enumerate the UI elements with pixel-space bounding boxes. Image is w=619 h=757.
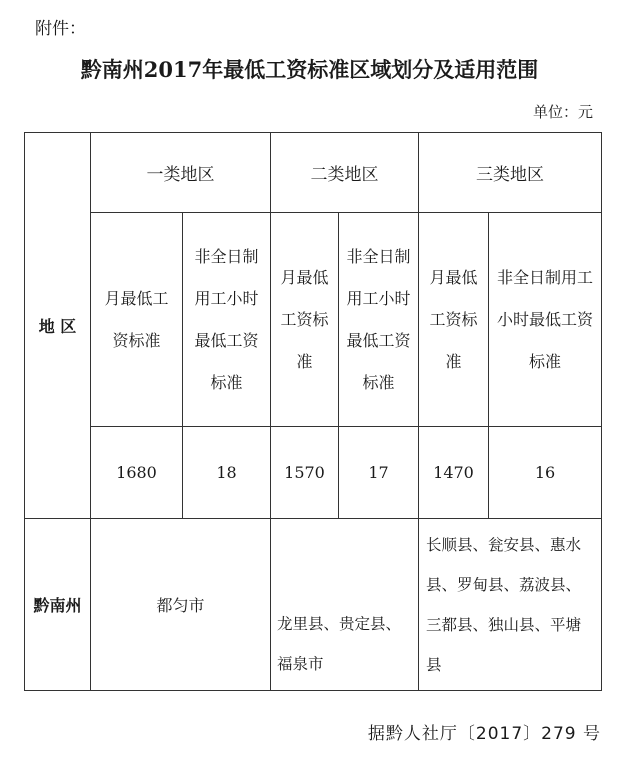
- areas-row: [25, 519, 602, 691]
- value-row: [25, 427, 602, 519]
- cat2-areas: 龙里县、贵定县、福泉市: [271, 519, 419, 691]
- prefecture-label: 黔南州: [33, 596, 82, 615]
- cat2-hourly-value: 17: [339, 427, 419, 519]
- category-1-header: 一类地区: [91, 133, 271, 213]
- cat2-monthly-header: 月最低工资标准: [271, 213, 339, 427]
- attachment-label: 附件：: [35, 19, 86, 39]
- category-header-row: [25, 133, 602, 213]
- cat2-monthly-value: 1570: [271, 427, 339, 519]
- unit-label: 单位：元: [532, 103, 593, 121]
- cat1-monthly-header: 月最低工资标准: [91, 213, 183, 427]
- cat1-hourly-value: 18: [183, 427, 271, 519]
- region-label: 地 区: [38, 317, 77, 336]
- cat2-hourly-header: 非全日制用工小时最低工资标准: [339, 213, 419, 427]
- region-header-cell: [25, 133, 91, 519]
- cat3-monthly-value: 1470: [419, 427, 489, 519]
- cat3-monthly-header: 月最低工资标准: [419, 213, 489, 427]
- category-2-header: 二类地区: [271, 133, 419, 213]
- cat1-monthly-value: 1680: [91, 427, 183, 519]
- subheader-row: [25, 213, 602, 427]
- cat3-hourly-header: 非全日制用工小时最低工资标准: [489, 213, 602, 427]
- cat1-areas: 都匀市: [91, 519, 271, 691]
- prefecture-cell: [25, 519, 91, 691]
- cat3-hourly-value: 16: [489, 427, 602, 519]
- cat3-areas: 长顺县、瓮安县、惠水县、罗甸县、荔波县、三都县、独山县、平塘县: [419, 519, 602, 691]
- cat1-hourly-header: 非全日制用工小时最低工资标准: [183, 213, 271, 427]
- document-title: 黔南州2017年最低工资标准区域划分及适用范围: [80, 57, 539, 82]
- wage-table: [24, 132, 602, 691]
- category-3-header: 三类地区: [419, 133, 602, 213]
- document-reference: 据黔人社厅〔2017〕279 号: [367, 724, 601, 744]
